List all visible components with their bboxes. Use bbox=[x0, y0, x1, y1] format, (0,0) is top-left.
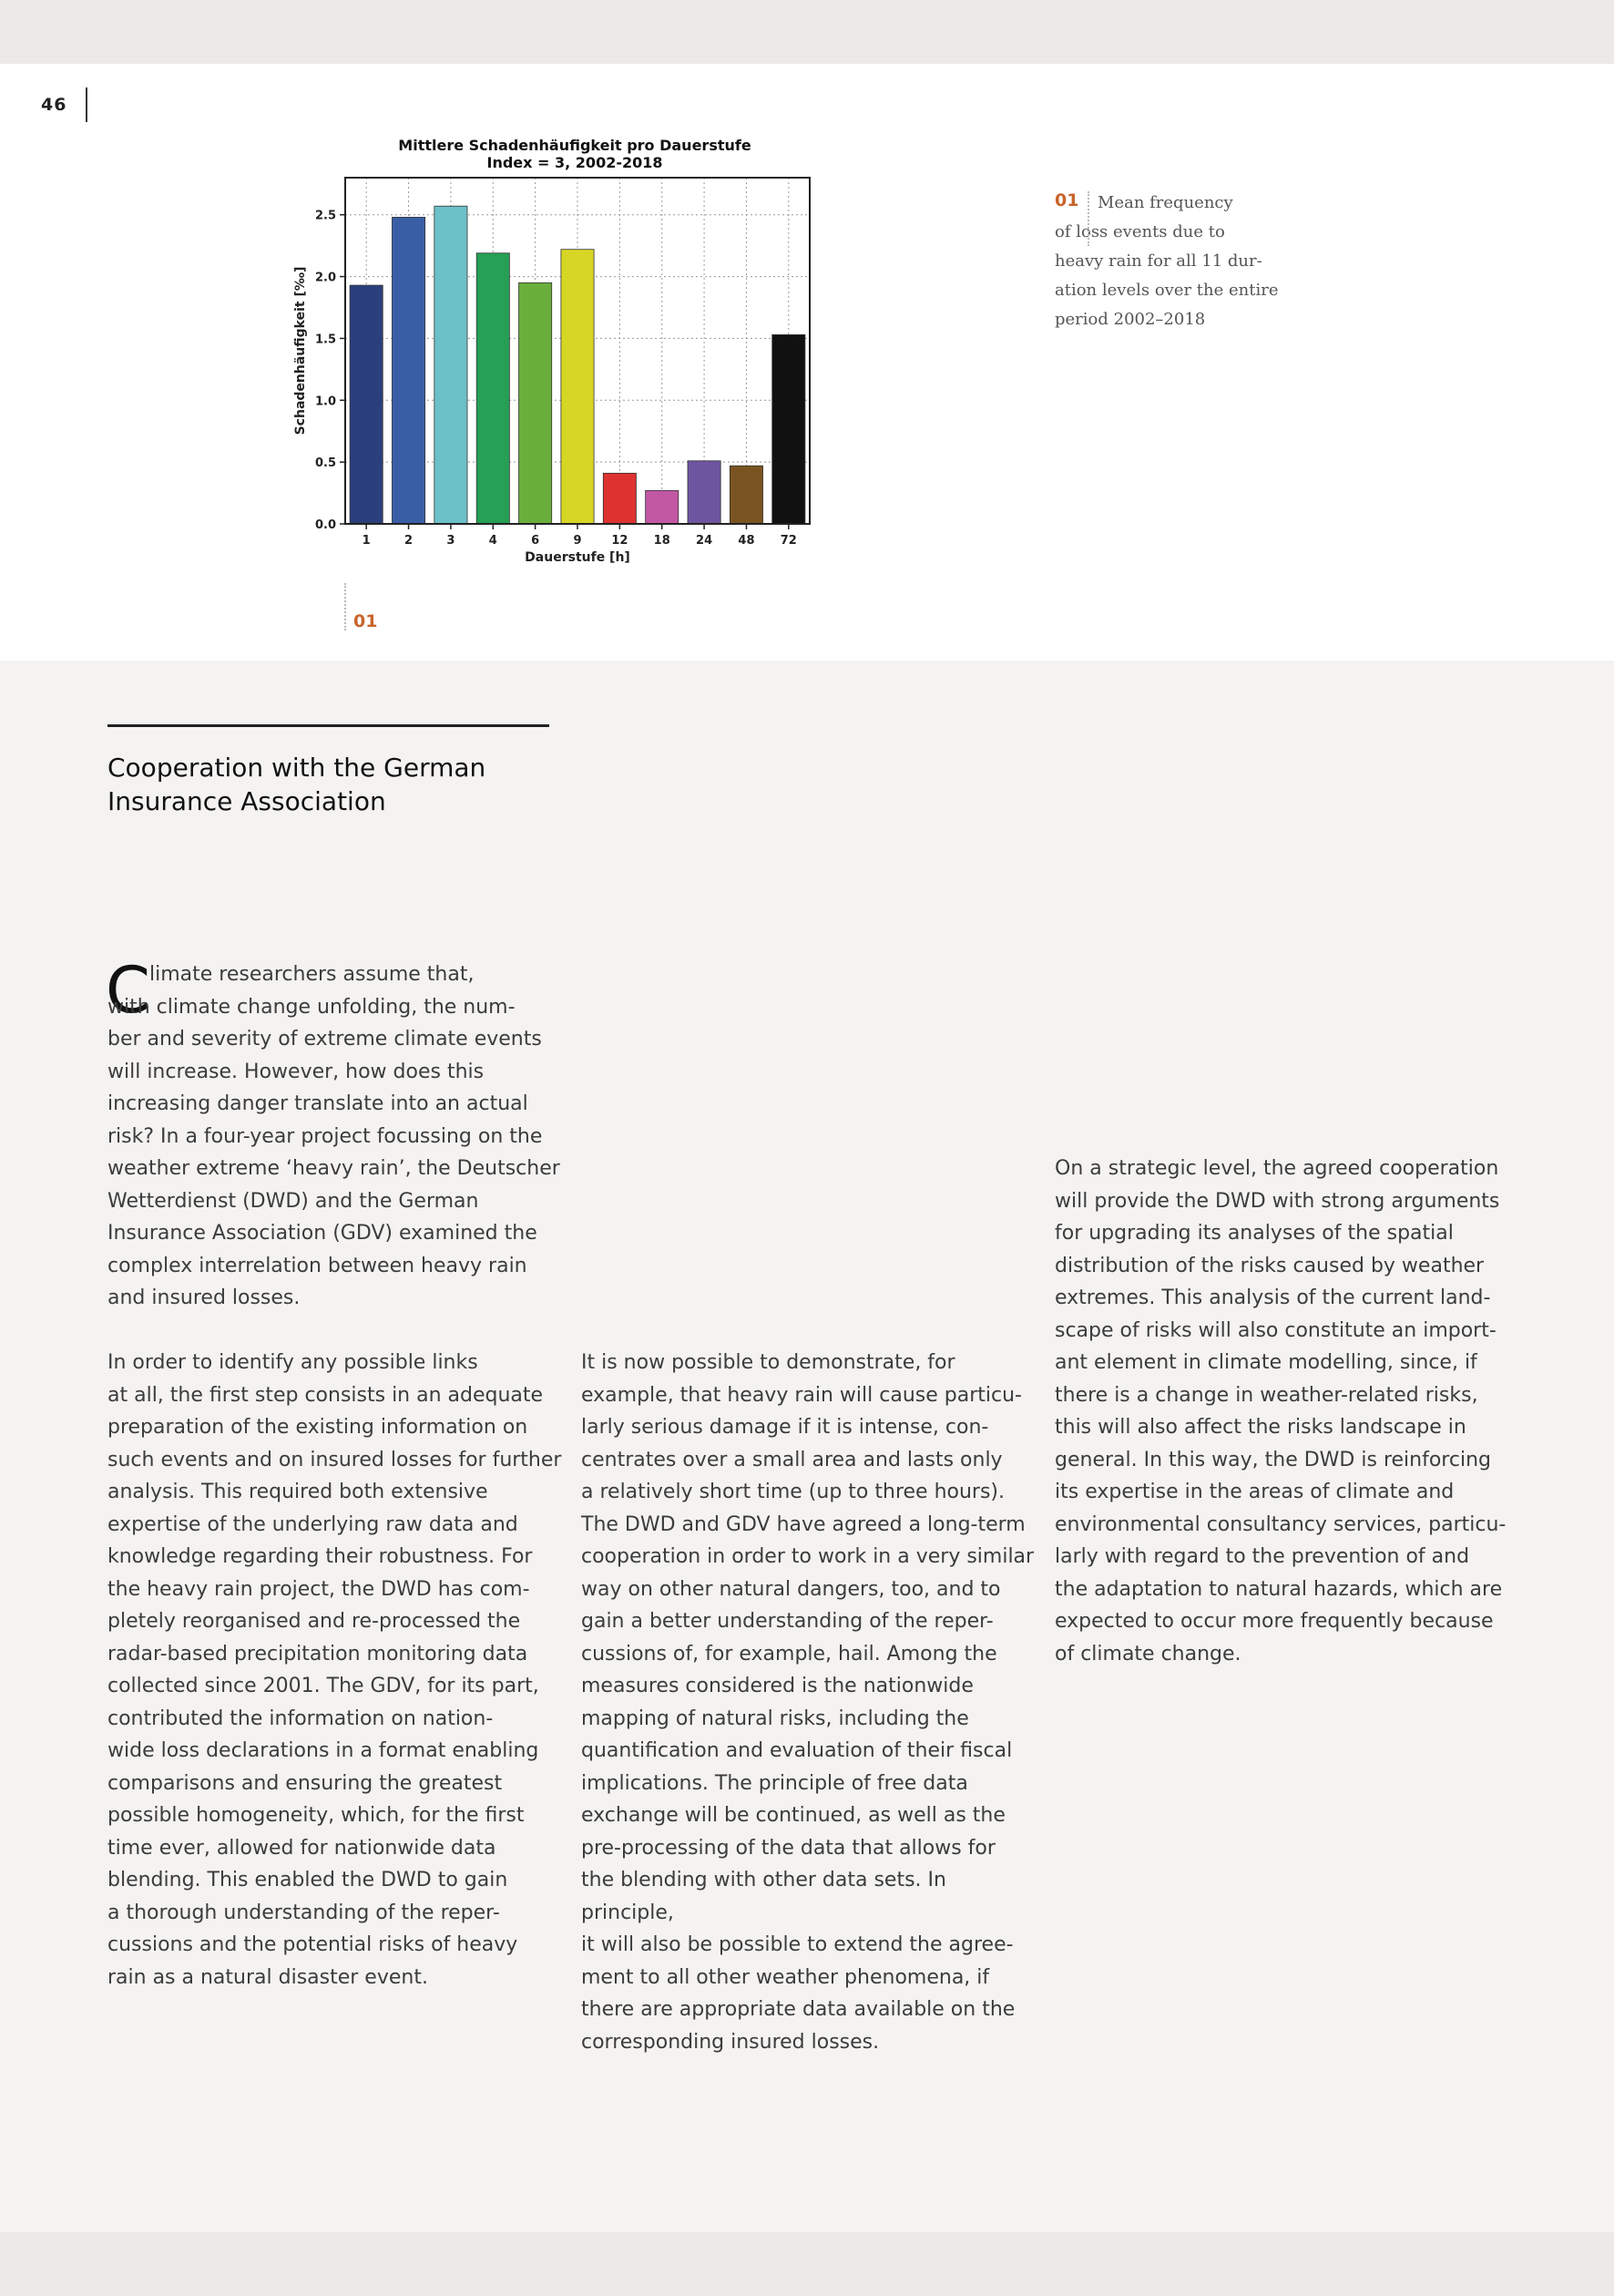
y-tick-label: 0.0 bbox=[314, 518, 336, 532]
chart-subtitle: Index = 3, 2002-2018 bbox=[486, 154, 663, 171]
y-tick-label: 0.5 bbox=[314, 456, 336, 471]
x-tick-label: 4 bbox=[488, 534, 497, 548]
bar-2h bbox=[392, 217, 424, 524]
x-tick-label: 24 bbox=[696, 534, 713, 548]
y-axis-label: Schadenhäufigkeit [‰] bbox=[293, 266, 308, 436]
x-axis-label: Dauerstufe [h] bbox=[525, 550, 630, 565]
paragraph-1 bbox=[106, 953, 563, 1315]
bar-48h bbox=[730, 466, 762, 524]
bar-24h bbox=[688, 461, 720, 524]
bar-9h bbox=[561, 250, 594, 524]
chart-title: Mittlere Schadenhäufigkeit pro Dauerstufe bbox=[398, 137, 751, 154]
x-tick-label: 3 bbox=[446, 534, 455, 548]
caption-number: 01 bbox=[1055, 190, 1079, 210]
y-tick-label: 2.5 bbox=[314, 209, 336, 223]
x-tick-label: 72 bbox=[780, 534, 797, 548]
bar-18h bbox=[646, 490, 679, 524]
x-tick-label: 48 bbox=[738, 534, 755, 548]
x-tick-label: 1 bbox=[362, 534, 371, 548]
x-tick-label: 12 bbox=[611, 534, 628, 548]
y-tick-label: 1.0 bbox=[314, 395, 336, 409]
bar-4h bbox=[476, 253, 509, 524]
x-tick-label: 9 bbox=[573, 534, 582, 548]
bar-chart bbox=[287, 132, 824, 579]
heading-rule bbox=[107, 724, 549, 727]
bottom-band bbox=[0, 2232, 1614, 2296]
bar-3h bbox=[434, 206, 467, 524]
figure-marker-rule bbox=[344, 583, 346, 630]
bar-6h bbox=[519, 282, 552, 524]
y-tick-label: 1.5 bbox=[314, 333, 336, 347]
y-ticks bbox=[315, 210, 345, 532]
x-tick-label: 2 bbox=[404, 534, 414, 548]
bar-1h bbox=[350, 285, 383, 524]
figure-marker: 01 bbox=[353, 611, 378, 631]
section-heading: Cooperation with the German Insurance Association bbox=[107, 753, 486, 816]
page-number: 46 bbox=[41, 95, 67, 115]
x-ticks bbox=[363, 524, 797, 548]
paragraph-4: On a strategic level, the agreed cooperation will provide the DWD with strong arguments for upgrading its analyses of the spatial distribution of the risks caused by weather extremes. This analysis of the current land- scape of risks will also constitute an import- ant element in climate modelling, since, if there is a change in weather-related risks, this will also affect the risks landscape in general. In this way, the DWD is reinforcing its expertise in the areas of climate and environmental consultancy services, particu- larly with regard to the prevention of and the adaptation to natural hazards, which are expected to occur more frequently because of climate change. bbox=[1055, 1157, 1507, 1666]
x-tick-label: 18 bbox=[653, 534, 670, 548]
caption-rule bbox=[1088, 191, 1089, 246]
paragraph-1-text: limate researchers assume that, with climate change unfolding, the num- ber and severity of extreme climate events will increase. However, how does this increasing danger translate into an actual risk? In a four-year project focussing on the weather extreme ‘heavy rain’, the Deutscher Wetterdienst (DWD) and the German Insurance Association (GDV) examined the complex interrelation between heavy rain and insured losses. bbox=[107, 963, 560, 1309]
page-number-rule bbox=[86, 87, 87, 122]
top-band bbox=[0, 0, 1614, 64]
bar-12h bbox=[603, 473, 636, 524]
x-tick-label: 6 bbox=[531, 534, 540, 548]
bar-72h bbox=[772, 334, 805, 524]
figure-caption: Mean frequency of loss events due to heavy rain for all 11 dur- ation levels over the entire period 2002–2018 bbox=[1055, 193, 1279, 329]
drop-cap: C bbox=[106, 953, 150, 1028]
paragraph-2: In order to identify any possible links at all, the first step consists in an adequate preparation of the existing information on such events and on insured losses for further analysis. This required both extensive expertise of the underlying raw data and knowledge regarding their robustness. For the heavy rain project, the DWD has com- pletely reorganised and re-processed the radar-based precipitation monitoring data collected since 2001. The GDV, for its part, contributed the information on nation- wide loss declarations in a format enabling comparisons and ensuring the greatest possible homogeneity, which, for the first time ever, allowed for nationwide data blending. This enabled the DWD to gain a thorough understanding of the reper- cussions and the potential risks of heavy rain as a natural disaster event. bbox=[107, 1351, 562, 1989]
paragraph-3: It is now possible to demonstrate, for example, that heavy rain will cause particu- larly serious damage if it is intense, con- centrates over a small area and lasts only a relatively short time (up to three hours). The DWD and GDV have agreed a long-term cooperation in order to work in a very similar way on other natural dangers, too, and to gain a better understanding of the reper- cussions of, for example, hail. Among the measures considered is the nationwide mapping of natural risks, including the quantification and evaluation of their fiscal implications. The principle of free data exchange will be continued, as well as the pre-processing of the data that allows for the blending with other data sets. In principle, it will also be possible to extend the agree- ment to all other weather phenomena, if there are appropriate data available on the corresponding insured losses. bbox=[581, 1351, 1035, 2054]
chart-bars bbox=[350, 206, 805, 524]
y-tick-label: 2.0 bbox=[314, 271, 336, 285]
